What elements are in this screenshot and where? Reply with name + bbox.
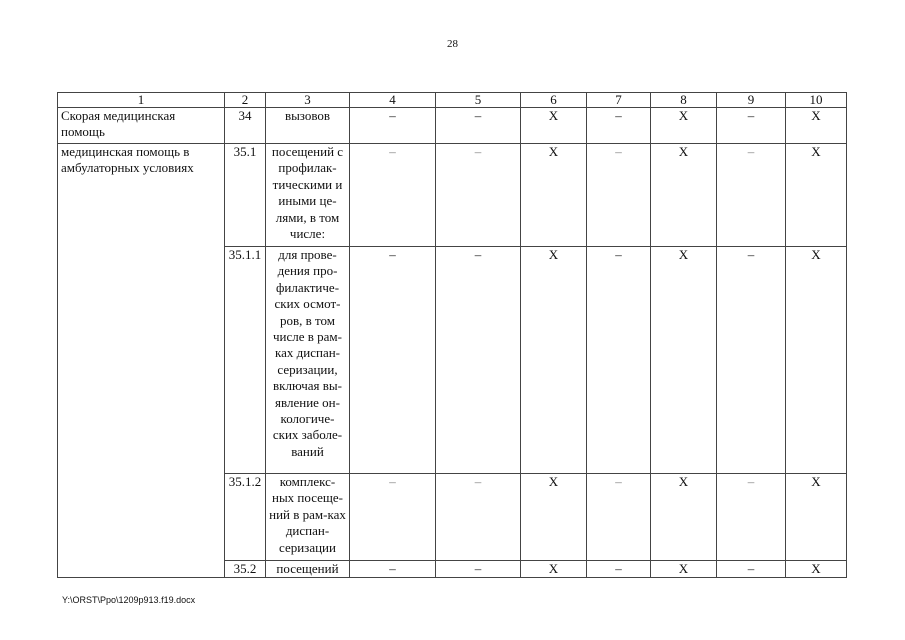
- cell-value: Х: [521, 561, 587, 578]
- cell-value: –: [587, 474, 651, 561]
- cell-value: Х: [651, 561, 717, 578]
- cell-value: –: [587, 144, 651, 247]
- cell-value: Х: [786, 247, 847, 474]
- row-code: 34: [225, 108, 266, 144]
- row-unit: посещений: [266, 561, 350, 578]
- row-unit: посещений с профилак-тическими и иными це-лями, в том числе:: [266, 144, 350, 247]
- footer-file-path: Y:\ORST\Ppo\1209p913.f19.docx: [62, 595, 196, 605]
- column-header: 3: [266, 93, 350, 108]
- column-header: 2: [225, 93, 266, 108]
- column-header: 8: [651, 93, 717, 108]
- column-header: 4: [350, 93, 436, 108]
- cell-value: Х: [786, 474, 847, 561]
- cell-value: Х: [786, 561, 847, 578]
- cell-value: –: [350, 144, 436, 247]
- cell-value: –: [587, 561, 651, 578]
- cell-value: –: [350, 561, 436, 578]
- cell-value: Х: [521, 474, 587, 561]
- cell-value: –: [587, 108, 651, 144]
- cell-value: –: [350, 247, 436, 474]
- row-unit: для прове-дения про-филактиче-ских осмот-ров, в том числе в рам-ках диспан-серизации, включая вы-явление он-кологиче-ских заболе-ваний: [266, 247, 350, 474]
- table-row: [58, 108, 847, 144]
- cell-value: Х: [786, 108, 847, 144]
- row-unit: вызовов: [266, 108, 350, 144]
- cell-value: –: [717, 474, 786, 561]
- cell-value: –: [436, 144, 521, 247]
- cell-value: –: [436, 561, 521, 578]
- cell-value: Х: [521, 247, 587, 474]
- cell-value: Х: [651, 108, 717, 144]
- cell-value: Х: [786, 144, 847, 247]
- row-code: 35.1.2: [225, 474, 266, 561]
- row-code: 35.1.1: [225, 247, 266, 474]
- cell-value: Х: [651, 247, 717, 474]
- page-number: 28: [447, 38, 458, 50]
- cell-value: –: [436, 247, 521, 474]
- cell-value: Х: [521, 144, 587, 247]
- row-name: медицинская помощь в амбулаторных условиях: [58, 144, 225, 578]
- cell-value: –: [717, 144, 786, 247]
- column-header: 9: [717, 93, 786, 108]
- row-code: 35.1: [225, 144, 266, 247]
- cell-value: –: [350, 474, 436, 561]
- cell-value: Х: [651, 474, 717, 561]
- cell-value: Х: [651, 144, 717, 247]
- row-code: 35.2: [225, 561, 266, 578]
- column-header: 5: [436, 93, 521, 108]
- column-header: 10: [786, 93, 847, 108]
- column-header: 6: [521, 93, 587, 108]
- row-unit: комплекс-ных посеще-ний в рам-ках диспан-серизации: [266, 474, 350, 561]
- cell-value: –: [436, 108, 521, 144]
- data-table: [57, 92, 847, 578]
- column-header: 1: [58, 93, 225, 108]
- cell-value: –: [717, 561, 786, 578]
- row-name: Скорая медицинская помощь: [58, 108, 225, 144]
- cell-value: –: [436, 474, 521, 561]
- table-header-row: [58, 93, 847, 108]
- cell-value: –: [350, 108, 436, 144]
- table-row: [58, 144, 847, 247]
- column-header: 7: [587, 93, 651, 108]
- cell-value: –: [717, 247, 786, 474]
- cell-value: –: [717, 108, 786, 144]
- cell-value: Х: [521, 108, 587, 144]
- cell-value: –: [587, 247, 651, 474]
